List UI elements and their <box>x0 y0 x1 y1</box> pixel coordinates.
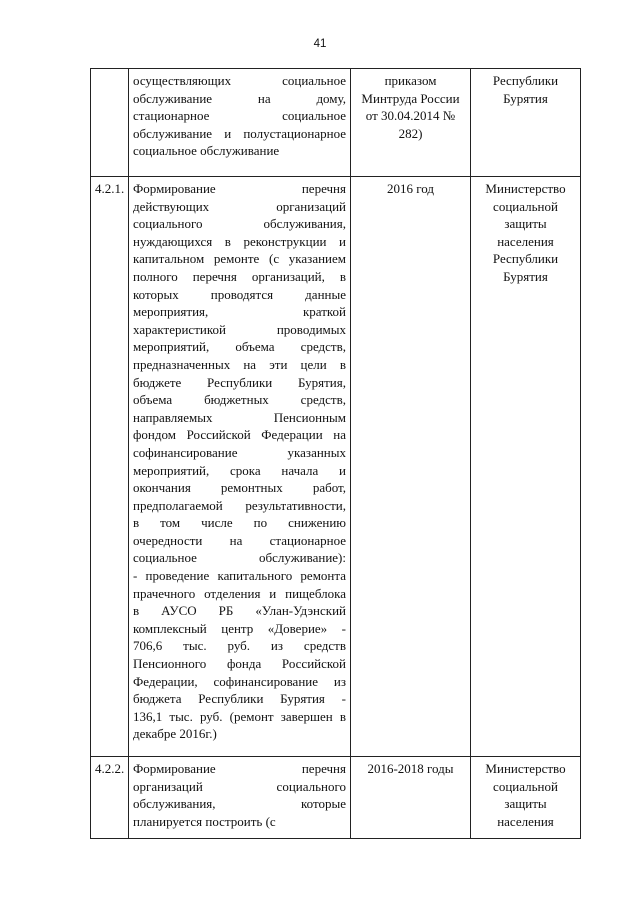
description-line: стационарное социальное <box>133 108 346 124</box>
description-line: организаций социального <box>133 778 346 794</box>
description-line: окончания ремонтных работ, <box>133 480 346 496</box>
term-cell <box>351 177 471 757</box>
description-line: декабре 2016г.) <box>133 726 217 742</box>
description-line: Пенсионного фонда Российской <box>133 656 346 672</box>
executor-line: Республики <box>492 73 559 88</box>
executor-line: Республики <box>492 251 559 267</box>
table-row <box>91 757 581 839</box>
executor-cell <box>471 757 581 839</box>
description-line: характеристикой проводимых <box>133 321 346 337</box>
description-line: объема бюджетных средств, <box>133 392 346 408</box>
executor-line: защиты <box>504 796 547 812</box>
description-line: Федерации, софинансирование из <box>133 673 346 689</box>
description-line: Формирование перечня <box>133 181 346 196</box>
description-line: бюджете Республики Бурятия, <box>133 374 346 390</box>
term-cell <box>351 757 471 839</box>
description-line: нуждающихся в реконструкции и <box>133 233 346 249</box>
item-number-cell: 4.2.1. <box>91 177 129 757</box>
executor-line: населения <box>497 813 554 829</box>
executor-cell <box>471 177 581 757</box>
table-row <box>91 69 581 177</box>
term-line: Минтруда России <box>361 90 460 106</box>
term-line: 282) <box>398 125 423 141</box>
term-line: 2016 год <box>387 181 434 196</box>
description-line: - проведение капитального ремонта <box>133 568 346 584</box>
description-cell <box>129 69 351 177</box>
description-line: мероприятия, краткой <box>133 304 346 320</box>
item-number-cell <box>91 69 129 177</box>
description-line: обслуживание и полустационарное <box>133 125 346 141</box>
description-line: социального обслуживания, <box>133 216 346 232</box>
description-line: в том числе по снижению <box>133 515 346 531</box>
description-line: социальное обслуживание): <box>133 550 346 566</box>
description-line: мероприятий, срока начала и <box>133 462 346 478</box>
description-line: полного перечня организаций, в <box>133 268 346 284</box>
description-cell <box>129 757 351 839</box>
term-line: приказом <box>384 73 437 88</box>
description-line: обслуживания, которые <box>133 796 346 812</box>
executor-line: социальной <box>493 778 558 794</box>
description-line: капитальном ремонте (с указанием <box>133 251 346 267</box>
executor-line: Министерство <box>485 761 566 776</box>
description-line: планируется построить (с <box>133 813 276 829</box>
table-body <box>91 69 581 839</box>
item-number-cell: 4.2.2. <box>91 757 129 839</box>
executor-line: защиты <box>504 216 547 232</box>
executor-line: Бурятия <box>503 90 548 106</box>
description-line: софинансирование указанных <box>133 444 346 460</box>
table-row <box>91 177 581 757</box>
description-line: предполагаемой результативности, <box>133 497 346 513</box>
executor-line: Министерство <box>485 181 566 196</box>
term-cell <box>351 69 471 177</box>
description-line: направляемых Пенсионным <box>133 409 346 425</box>
executor-line: населения <box>497 233 554 249</box>
description-line: социальное обслуживание <box>133 143 280 159</box>
description-line: 136,1 тыс. руб. (ремонт завершен в <box>133 708 346 724</box>
term-line: 2016-2018 годы <box>367 761 454 776</box>
executor-line: Бурятия <box>503 268 548 284</box>
description-line: в АУСО РБ «Улан-Удэнский <box>133 603 346 619</box>
description-cell <box>129 177 351 757</box>
description-line: комплексный центр «Доверие» - <box>133 620 346 636</box>
description-line: Формирование перечня <box>133 761 346 776</box>
description-line: предназначенных на эти цели в <box>133 356 346 372</box>
term-line: от 30.04.2014 № <box>365 108 456 124</box>
page-number: 41 <box>313 38 327 50</box>
description-line: которых проводятся данные <box>133 286 346 302</box>
description-line: обслуживание на дому, <box>133 90 346 106</box>
executor-cell <box>471 69 581 177</box>
description-line: очередности на стационарное <box>133 532 346 548</box>
executor-line: социальной <box>493 198 558 214</box>
description-line: действующих организаций <box>133 198 346 214</box>
description-line: 706,6 тыс. руб. из средств <box>133 638 346 654</box>
description-line: осуществляющих социальное <box>133 73 346 88</box>
description-line: мероприятий, объема средств, <box>133 339 346 355</box>
description-line: фондом Российской Федерации на <box>133 427 346 443</box>
description-line: бюджета Республики Бурятия - <box>133 691 346 707</box>
description-line: прачечного отделения и пищеблока <box>133 585 346 601</box>
measures-table <box>90 68 581 839</box>
